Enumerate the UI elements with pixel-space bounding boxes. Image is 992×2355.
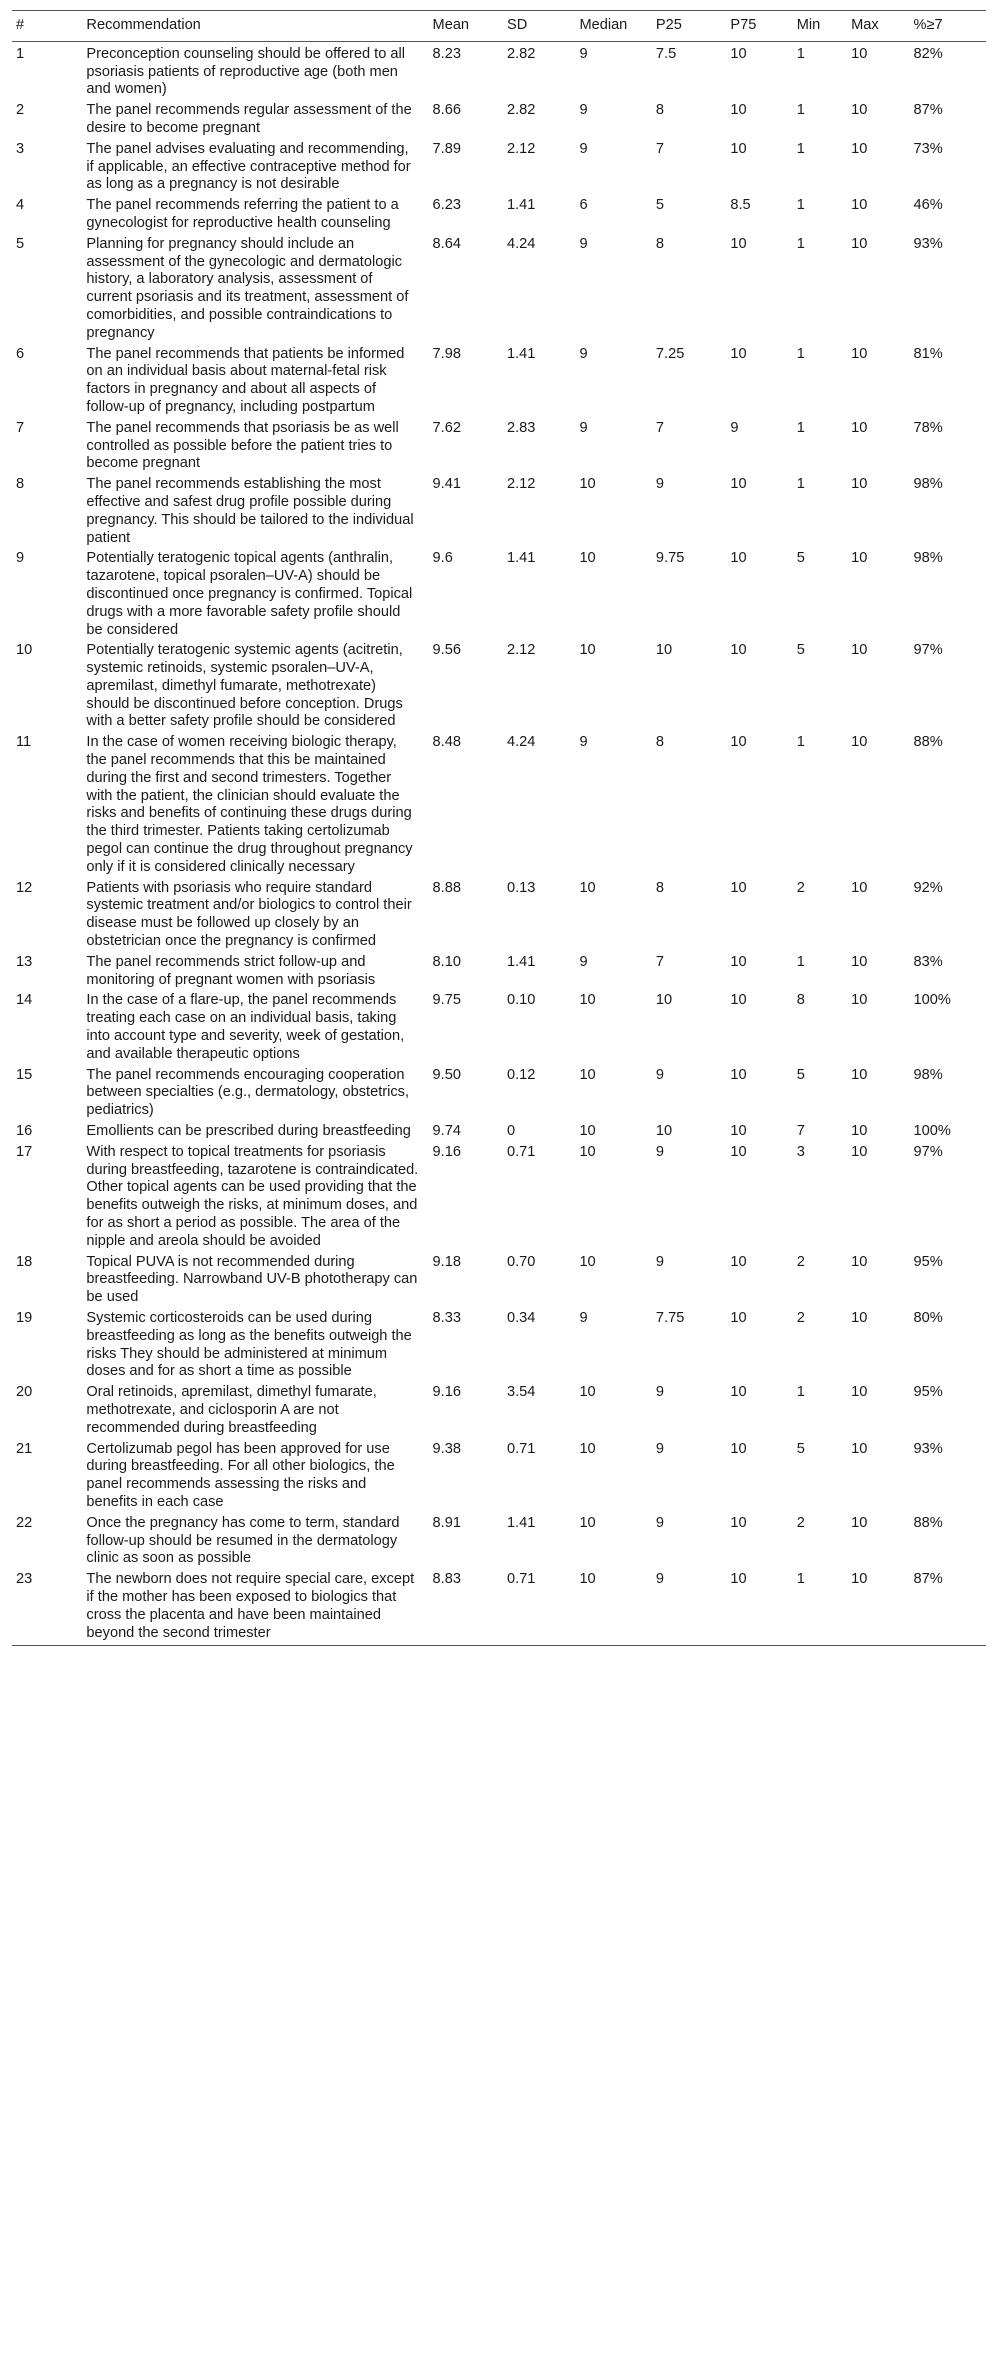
table-row — [12, 1384, 986, 1440]
median-cell: 9 — [579, 140, 588, 157]
table-row — [12, 1123, 986, 1144]
recommendation-text: Certolizumab pegol has been approved for use during breastfeeding. For all other biologics, the panel recommends assessing the risks and benefits in each case — [86, 1440, 395, 1510]
median-cell: 9 — [579, 45, 588, 62]
sd-cell: 4.24 — [507, 235, 536, 252]
sd-cell: 2.82 — [507, 102, 536, 119]
sd-cell: 0.10 — [507, 992, 536, 1009]
p25-cell: 9 — [655, 1066, 665, 1083]
max-cell: 10 — [851, 140, 868, 157]
table-row — [12, 1067, 986, 1123]
mean-cell: 9.6 — [432, 550, 453, 567]
mean-cell: 8.10 — [432, 953, 461, 970]
table-row — [12, 550, 986, 642]
recommendation-text: Topical PUVA is not recommended during breastfeeding. Narrowband UV-B phototherapy can be used — [86, 1253, 418, 1306]
sd-cell: 2.12 — [507, 476, 536, 493]
percent-cell: 83% — [913, 953, 943, 970]
mean-cell: 7.89 — [432, 140, 461, 157]
min-cell: 1 — [796, 734, 805, 751]
median-cell: 10 — [579, 1571, 596, 1588]
header-sd: SD — [507, 17, 528, 33]
p25-cell: 7 — [655, 419, 665, 436]
table-row — [12, 880, 986, 954]
min-cell: 1 — [796, 102, 805, 119]
percent-cell: 95% — [913, 1253, 943, 1270]
row-number: 17 — [16, 1143, 33, 1160]
sd-cell: 1.41 — [507, 1514, 536, 1531]
recommendation-text: With respect to topical treatments for psoriasis during breastfeeding, tazarotene is contraindicated. Other topical agents can be used providing that the benefits outweigh the risks, at minimum doses, and for as short a period as possible. The area of the nipple and areola should be avoided — [86, 1143, 419, 1249]
mean-cell: 8.91 — [432, 1514, 461, 1531]
sd-cell: 4.24 — [507, 734, 536, 751]
header-p25: P25 — [655, 17, 682, 33]
min-cell: 7 — [796, 1123, 805, 1140]
percent-cell: 88% — [913, 734, 943, 751]
recommendation-text: Systemic corticosteroids can be used during breastfeeding as long as the benefits outweigh the risks They should be administered at minimum doses and for as short a time as possible — [86, 1309, 412, 1380]
table-row — [12, 1310, 986, 1384]
p75-cell: 10 — [730, 476, 747, 493]
p75-cell: 10 — [730, 734, 747, 751]
sd-cell: 3.54 — [507, 1384, 536, 1401]
sd-cell: 0.34 — [507, 1309, 536, 1326]
median-cell: 10 — [579, 550, 596, 567]
max-cell: 10 — [851, 550, 868, 567]
mean-cell: 9.74 — [432, 1123, 461, 1140]
row-number: 4 — [16, 197, 25, 214]
min-cell: 5 — [796, 1440, 805, 1457]
min-cell: 3 — [796, 1143, 805, 1160]
sd-cell: 1.41 — [507, 345, 536, 362]
mean-cell: 9.75 — [432, 992, 461, 1009]
max-cell: 10 — [851, 642, 868, 659]
p25-cell: 5 — [655, 197, 665, 214]
mean-cell: 8.33 — [432, 1309, 461, 1326]
table-row — [12, 141, 986, 197]
header-row — [12, 11, 986, 42]
min-cell: 1 — [796, 419, 805, 436]
mean-cell: 8.88 — [432, 879, 461, 896]
table-row — [12, 346, 986, 420]
p75-cell: 10 — [730, 953, 747, 970]
row-number: 16 — [16, 1123, 33, 1140]
p75-cell: 10 — [730, 1514, 747, 1531]
p75-cell: 9 — [730, 419, 739, 436]
table-row — [12, 734, 986, 879]
sd-cell: 2.82 — [507, 45, 536, 62]
p25-cell: 7 — [655, 140, 665, 157]
p25-cell: 9 — [655, 1440, 665, 1457]
max-cell: 10 — [851, 476, 868, 493]
median-cell: 10 — [579, 1066, 596, 1083]
recommendation-text: The panel recommends strict follow-up and monitoring of pregnant women with psoriasis — [86, 953, 376, 988]
recommendation-text: Planning for pregnancy should include an assessment of the gynecologic and dermatologic history, a laboratory analysis, assessment of current psoriasis and its treatment, assessment of comorbidities, and possible contraindications to pregnancy — [86, 235, 409, 341]
header-mean: Mean — [432, 17, 470, 33]
sd-cell: 0.71 — [507, 1571, 536, 1588]
p25-cell: 9 — [655, 1571, 665, 1588]
recommendation-text: In the case of women receiving biologic therapy, the panel recommends that this be maintained during the first and second trimesters. Together with the patient, the clinician should evaluate the risks and benefits of continuing these drugs during the third trimester. Patients taking certolizumab pegol can continue the drug throughout pregnancy only if it is considered clinically necessary — [86, 734, 413, 875]
p75-cell: 10 — [730, 1143, 747, 1160]
sd-cell: 0 — [507, 1123, 516, 1140]
percent-cell: 88% — [913, 1514, 943, 1531]
mean-cell: 8.66 — [432, 102, 461, 119]
sd-cell: 1.41 — [507, 197, 536, 214]
p75-cell: 10 — [730, 102, 747, 119]
mean-cell: 7.98 — [432, 345, 461, 362]
percent-cell: 100% — [913, 992, 951, 1009]
row-number: 18 — [16, 1253, 33, 1270]
header-p75: P75 — [730, 17, 757, 33]
min-cell: 5 — [796, 1066, 805, 1083]
row-number: 1 — [16, 45, 25, 62]
min-cell: 1 — [796, 235, 805, 252]
p75-cell: 10 — [730, 345, 747, 362]
mean-cell: 8.64 — [432, 235, 461, 252]
percent-cell: 92% — [913, 879, 943, 896]
max-cell: 10 — [851, 1066, 868, 1083]
percent-cell: 93% — [913, 1440, 943, 1457]
p75-cell: 8.5 — [730, 197, 751, 214]
table-row — [12, 197, 986, 236]
median-cell: 10 — [579, 1143, 596, 1160]
max-cell: 10 — [851, 45, 868, 62]
sd-cell: 0.71 — [507, 1143, 536, 1160]
max-cell: 10 — [851, 953, 868, 970]
min-cell: 5 — [796, 642, 805, 659]
table-row — [12, 954, 986, 993]
min-cell: 1 — [796, 1384, 805, 1401]
p75-cell: 10 — [730, 45, 747, 62]
header-median: Median — [579, 17, 628, 33]
max-cell: 10 — [851, 102, 868, 119]
p75-cell: 10 — [730, 992, 747, 1009]
sd-cell: 2.12 — [507, 642, 536, 659]
row-number: 8 — [16, 476, 25, 493]
sd-cell: 0.12 — [507, 1066, 536, 1083]
table-container — [12, 10, 986, 1646]
row-number: 6 — [16, 345, 25, 362]
table-row — [12, 420, 986, 476]
recommendation-text: The panel recommends that psoriasis be as well controlled as possible before the patient tries to become pregnant — [86, 419, 399, 472]
table-row — [12, 642, 986, 734]
median-cell: 10 — [579, 1384, 596, 1401]
sd-cell: 0.70 — [507, 1253, 536, 1270]
max-cell: 10 — [851, 879, 868, 896]
table-row — [12, 992, 986, 1066]
p25-cell: 9.75 — [655, 550, 685, 567]
p25-cell: 8 — [655, 235, 665, 252]
recommendation-text: The panel recommends establishing the most effective and safest drug profile possible during pregnancy. This should be tailored to the individual patient — [86, 476, 414, 546]
recommendation-text: The panel recommends that patients be informed on an individual basis about maternal-fetal risk factors in pregnancy and about all aspects of follow-up of pregnancy, including postpartum — [86, 345, 405, 415]
recommendation-text: The panel advises evaluating and recommending, if applicable, an effective contraceptive method for as long as a pregnancy is not desirable — [86, 140, 411, 193]
row-number: 2 — [16, 102, 25, 119]
p25-cell: 9 — [655, 1514, 665, 1531]
mean-cell: 9.18 — [432, 1253, 461, 1270]
min-cell: 2 — [796, 879, 805, 896]
recommendation-text: Preconception counseling should be offered to all psoriasis patients of reproductive age (both men and women) — [86, 45, 406, 98]
p75-cell: 10 — [730, 140, 747, 157]
header-recommendation: Recommendation — [86, 17, 201, 33]
p25-cell: 7.5 — [655, 45, 677, 62]
header-percent-ge-7: %≥7 — [913, 17, 943, 33]
percent-cell: 73% — [913, 140, 943, 157]
median-cell: 10 — [579, 1123, 596, 1140]
recommendation-text: Potentially teratogenic systemic agents (acitretin, systemic retinoids, systemic psoralen–UV-A, apremilast, dimethyl fumarate, methotrexate) should be discontinued before conception. Drugs with a better safety profile should be considered — [86, 642, 403, 730]
median-cell: 9 — [579, 102, 588, 119]
header-max: Max — [851, 17, 879, 33]
table-row — [12, 1441, 986, 1515]
p25-cell: 10 — [655, 1123, 673, 1140]
mean-cell: 6.23 — [432, 197, 461, 214]
p25-cell: 7 — [655, 953, 665, 970]
max-cell: 10 — [851, 1309, 868, 1326]
min-cell: 1 — [796, 1571, 805, 1588]
sd-cell: 1.41 — [507, 953, 536, 970]
min-cell: 2 — [796, 1253, 805, 1270]
p25-cell: 9 — [655, 1143, 665, 1160]
sd-cell: 2.12 — [507, 140, 536, 157]
row-number: 21 — [16, 1440, 33, 1457]
min-cell: 1 — [796, 953, 805, 970]
mean-cell: 9.16 — [432, 1384, 461, 1401]
median-cell: 9 — [579, 419, 588, 436]
percent-cell: 100% — [913, 1123, 951, 1140]
p75-cell: 10 — [730, 550, 747, 567]
row-number: 7 — [16, 419, 25, 436]
row-number: 14 — [16, 992, 33, 1009]
row-number: 13 — [16, 953, 33, 970]
recommendation-text: The newborn does not require special care, except if the mother has been exposed to biologics that cross the placenta and have been maintained beyond the second trimester — [86, 1571, 415, 1641]
percent-cell: 93% — [913, 235, 943, 252]
recommendation-text: Patients with psoriasis who require standard systemic treatment and/or biologics to control their disease must be followed up closely by an obstetrician once the pregnancy is confirmed — [86, 879, 412, 950]
median-cell: 9 — [579, 953, 588, 970]
p75-cell: 10 — [730, 1309, 747, 1326]
percent-cell: 80% — [913, 1309, 943, 1326]
row-number: 23 — [16, 1571, 33, 1588]
max-cell: 10 — [851, 197, 868, 214]
recommendation-text: In the case of a flare-up, the panel recommends treating each case on an individual basis, taking into account type and severity, week of gestation, and available therapeutic options — [86, 992, 405, 1062]
table-row — [12, 41, 986, 102]
max-cell: 10 — [851, 1253, 868, 1270]
sd-cell: 2.83 — [507, 419, 536, 436]
percent-cell: 98% — [913, 1066, 943, 1083]
p25-cell: 9 — [655, 1253, 665, 1270]
mean-cell: 8.23 — [432, 45, 461, 62]
row-number: 11 — [16, 734, 32, 751]
recommendation-text: Oral retinoids, apremilast, dimethyl fumarate, methotrexate, and ciclosporin A are not recommended during breastfeeding — [86, 1384, 377, 1436]
p25-cell: 10 — [655, 992, 673, 1009]
p25-cell: 7.25 — [655, 345, 685, 362]
p25-cell: 8 — [655, 102, 665, 119]
row-number: 15 — [16, 1066, 33, 1083]
table-row — [12, 236, 986, 346]
table-row — [12, 1515, 986, 1571]
p75-cell: 10 — [730, 1123, 747, 1140]
p75-cell: 10 — [730, 1253, 747, 1270]
p25-cell: 9 — [655, 1384, 665, 1401]
row-number: 12 — [16, 879, 33, 896]
percent-cell: 87% — [913, 102, 943, 119]
median-cell: 10 — [579, 879, 596, 896]
median-cell: 10 — [579, 476, 596, 493]
p25-cell: 9 — [655, 476, 665, 493]
recommendation-text: Once the pregnancy has come to term, standard follow-up should be resumed in the dermatology clinic as soon as possible — [86, 1514, 400, 1567]
sd-cell: 0.13 — [507, 879, 536, 896]
p25-cell: 8 — [655, 734, 665, 751]
row-number: 9 — [16, 550, 25, 567]
p25-cell: 7.75 — [655, 1309, 685, 1326]
max-cell: 10 — [851, 1440, 868, 1457]
mean-cell: 9.38 — [432, 1440, 461, 1457]
mean-cell: 8.48 — [432, 734, 461, 751]
min-cell: 1 — [796, 140, 805, 157]
mean-cell: 9.41 — [432, 476, 461, 493]
row-number: 5 — [16, 235, 25, 252]
percent-cell: 95% — [913, 1384, 943, 1401]
median-cell: 10 — [579, 992, 596, 1009]
p25-cell: 8 — [655, 879, 665, 896]
recommendation-text: Potentially teratogenic topical agents (anthralin, tazarotene, topical psoralen–UV-A) should be discontinued once pregnancy is confirmed. Topical drugs with a more favorable safety profile should be considered — [86, 550, 413, 638]
percent-cell: 98% — [913, 550, 943, 567]
median-cell: 10 — [579, 1440, 596, 1457]
p25-cell: 10 — [655, 642, 673, 659]
max-cell: 10 — [851, 235, 868, 252]
max-cell: 10 — [851, 1571, 868, 1588]
row-number: 19 — [16, 1309, 33, 1326]
mean-cell: 9.16 — [432, 1143, 461, 1160]
min-cell: 2 — [796, 1514, 805, 1531]
max-cell: 10 — [851, 419, 868, 436]
percent-cell: 46% — [913, 197, 943, 214]
header-min: Min — [796, 17, 821, 33]
median-cell: 10 — [579, 642, 596, 659]
mean-cell: 7.62 — [432, 419, 461, 436]
max-cell: 10 — [851, 992, 868, 1009]
min-cell: 8 — [796, 992, 805, 1009]
p75-cell: 10 — [730, 1384, 747, 1401]
row-number: 22 — [16, 1514, 33, 1531]
recommendation-text: Emollients can be prescribed during breastfeeding — [86, 1123, 411, 1140]
max-cell: 10 — [851, 1143, 868, 1160]
header-number: # — [16, 17, 25, 33]
min-cell: 1 — [796, 345, 805, 362]
min-cell: 5 — [796, 550, 805, 567]
p75-cell: 10 — [730, 235, 747, 252]
recommendation-text: The panel recommends regular assessment of the desire to become pregnant — [86, 102, 412, 136]
row-number: 10 — [16, 642, 33, 659]
percent-cell: 97% — [913, 1143, 943, 1160]
min-cell: 1 — [796, 476, 805, 493]
percent-cell: 78% — [913, 419, 943, 436]
percent-cell: 81% — [913, 345, 943, 362]
p75-cell: 10 — [730, 1066, 747, 1083]
percent-cell: 98% — [913, 476, 943, 493]
p75-cell: 10 — [730, 1440, 747, 1457]
table-row — [12, 476, 986, 550]
row-number: 3 — [16, 140, 25, 157]
table-row — [12, 1571, 986, 1646]
percent-cell: 97% — [913, 642, 943, 659]
min-cell: 1 — [796, 45, 805, 62]
p75-cell: 10 — [730, 642, 747, 659]
mean-cell: 9.50 — [432, 1066, 461, 1083]
recommendation-text: The panel recommends referring the patient to a gynecologist for reproductive health counseling — [86, 197, 399, 231]
median-cell: 6 — [579, 197, 588, 214]
table-header — [12, 11, 986, 42]
min-cell: 2 — [796, 1309, 805, 1326]
sd-cell: 1.41 — [507, 550, 536, 567]
median-cell: 9 — [579, 235, 588, 252]
percent-cell: 82% — [913, 45, 943, 62]
mean-cell: 9.56 — [432, 642, 461, 659]
row-number: 20 — [16, 1384, 33, 1401]
median-cell: 9 — [579, 734, 588, 751]
table-body — [12, 41, 986, 1646]
median-cell: 9 — [579, 1309, 588, 1326]
median-cell: 9 — [579, 345, 588, 362]
max-cell: 10 — [851, 1123, 868, 1140]
mean-cell: 8.83 — [432, 1571, 461, 1588]
recommendations-table — [12, 10, 986, 1646]
p75-cell: 10 — [730, 879, 747, 896]
min-cell: 1 — [796, 197, 805, 214]
percent-cell: 87% — [913, 1571, 943, 1588]
table-row — [12, 1144, 986, 1254]
table-row — [12, 102, 986, 141]
p75-cell: 10 — [730, 1571, 747, 1588]
max-cell: 10 — [851, 1384, 868, 1401]
max-cell: 10 — [851, 1514, 868, 1531]
table-row — [12, 1254, 986, 1310]
median-cell: 10 — [579, 1253, 596, 1270]
max-cell: 10 — [851, 734, 868, 751]
sd-cell: 0.71 — [507, 1440, 536, 1457]
max-cell: 10 — [851, 345, 868, 362]
median-cell: 10 — [579, 1514, 596, 1531]
recommendation-text: The panel recommends encouraging cooperation between specialties (e.g., dermatology, obstetrics, pediatrics) — [86, 1066, 409, 1119]
